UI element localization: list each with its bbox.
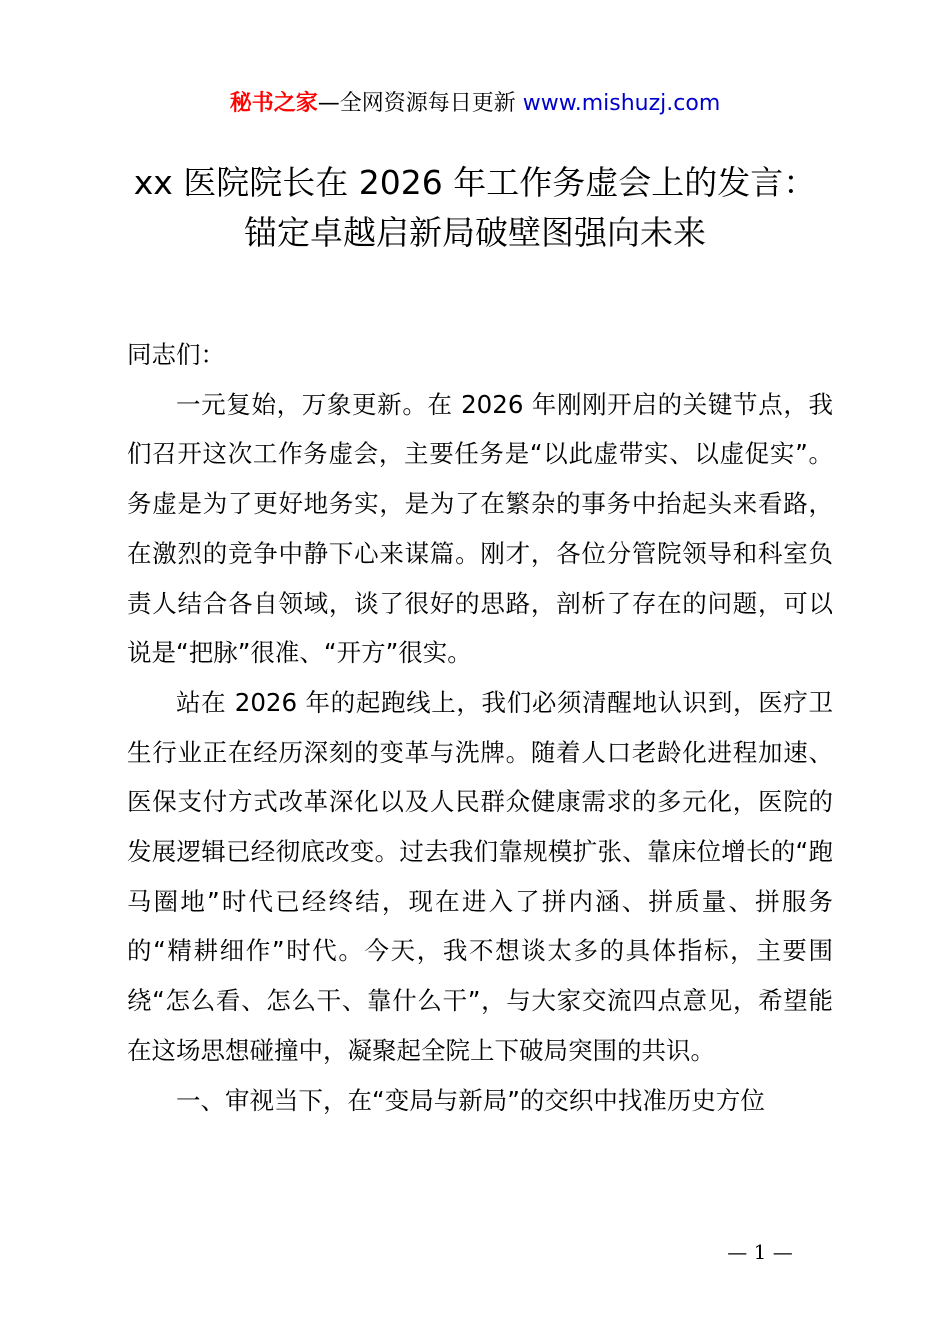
- website-link[interactable]: www.mishuzj.com: [522, 91, 721, 116]
- brand-name: 秘书之家: [229, 91, 318, 116]
- banner-slogan: —全网资源每日更新: [317, 91, 516, 116]
- document-title: [0, 158, 950, 258]
- page-number: — 1 —: [727, 1240, 793, 1264]
- paragraph: 一元复始，万象更新。在 2026 年刚刚开启的关键节点，我们召开这次工作务虚会，主要任务是“以此虚带实、以虚促实”。务虚是为了更好地务实，是为了在繁杂的事务中抬起头来看路，在激烈的竞争中静下心来谋篇。刚才，各位分管院领导和科室负责人结合各自领域，谈了很好的思路，剖析了存在的问题，可以说是“把脉”很准、“开方”很实。: [127, 389, 833, 668]
- salutation: 同志们：: [127, 340, 225, 369]
- title-line-2: 锚定卓越启新局破壁图强向未来: [244, 213, 706, 252]
- site-banner: [0, 88, 950, 120]
- paragraph: 站在 2026 年的起跑线上，我们必须清醒地认识到，医疗卫生行业正在经历深刻的变革与洗牌。随着人口老龄化进程加速、医保支付方式改革深化以及人民群众健康需求的多元化，医院的发展逻辑已经彻底改变。过去我们靠规模扩张、靠床位增长的“跑马圈地”时代已经终结，现在进入了拼内涵、拼质量、拼服务的“精耕细作”时代。今天，我不想谈太多的具体指标，主要围绕“怎么看、怎么干、靠什么干”，与大家交流四点意见，希望能在这场思想碰撞中，凝聚起全院上下破局突围的共识。: [127, 687, 833, 1065]
- document-body: [127, 330, 833, 1125]
- section-heading: 一、审视当下，在“变局与新局”的交织中找准历史方位: [176, 1085, 765, 1115]
- title-line-1: xx 医院院长在 2026 年工作务虚会上的发言：: [133, 163, 817, 202]
